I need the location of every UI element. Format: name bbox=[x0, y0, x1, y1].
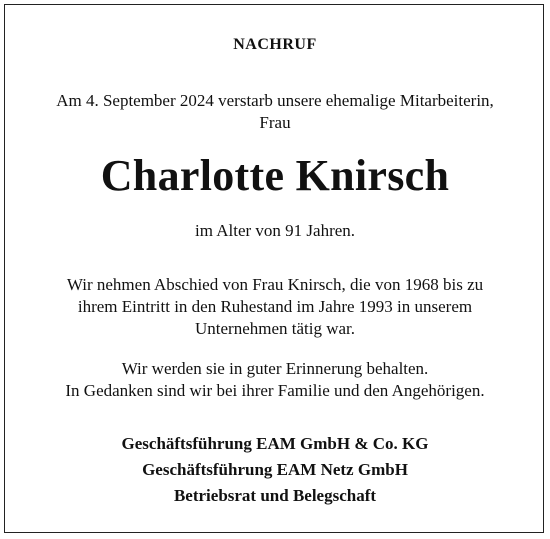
deceased-age: im Alter von 91 Jahren. bbox=[194, 221, 356, 240]
condolence-line-1: Wir werden sie in guter Erinnerung behalten. bbox=[121, 359, 429, 378]
condolence-paragraph bbox=[0, 358, 550, 402]
signer-2: Geschäftsführung EAM Netz GmbH bbox=[142, 460, 408, 479]
signer-3: Betriebsrat und Belegschaft bbox=[173, 486, 377, 505]
notice-intro bbox=[0, 90, 550, 134]
signer-1: Geschäftsführung EAM GmbH & Co. KG bbox=[121, 434, 429, 453]
tribute-line-1: Wir nehmen Abschied von Frau Knirsch, die von 1968 bis zu bbox=[66, 275, 484, 294]
intro-line-1: Am 4. September 2024 verstarb unsere ehemalige Mitarbeiterin, bbox=[56, 91, 494, 110]
notice-heading: NACHRUF bbox=[233, 36, 317, 53]
condolence-line-2: In Gedanken sind wir bei ihrer Familie und den Angehörigen. bbox=[65, 381, 485, 400]
tribute-line-3: Unternehmen tätig war. bbox=[194, 319, 356, 338]
intro-line-2: Frau bbox=[259, 113, 291, 132]
tribute-paragraph bbox=[0, 274, 550, 340]
deceased-name: Charlotte Knirsch bbox=[100, 151, 450, 200]
signers-block bbox=[0, 431, 550, 509]
tribute-line-2: ihrem Eintritt in den Ruhestand im Jahre 1993 in unserem bbox=[77, 297, 473, 316]
